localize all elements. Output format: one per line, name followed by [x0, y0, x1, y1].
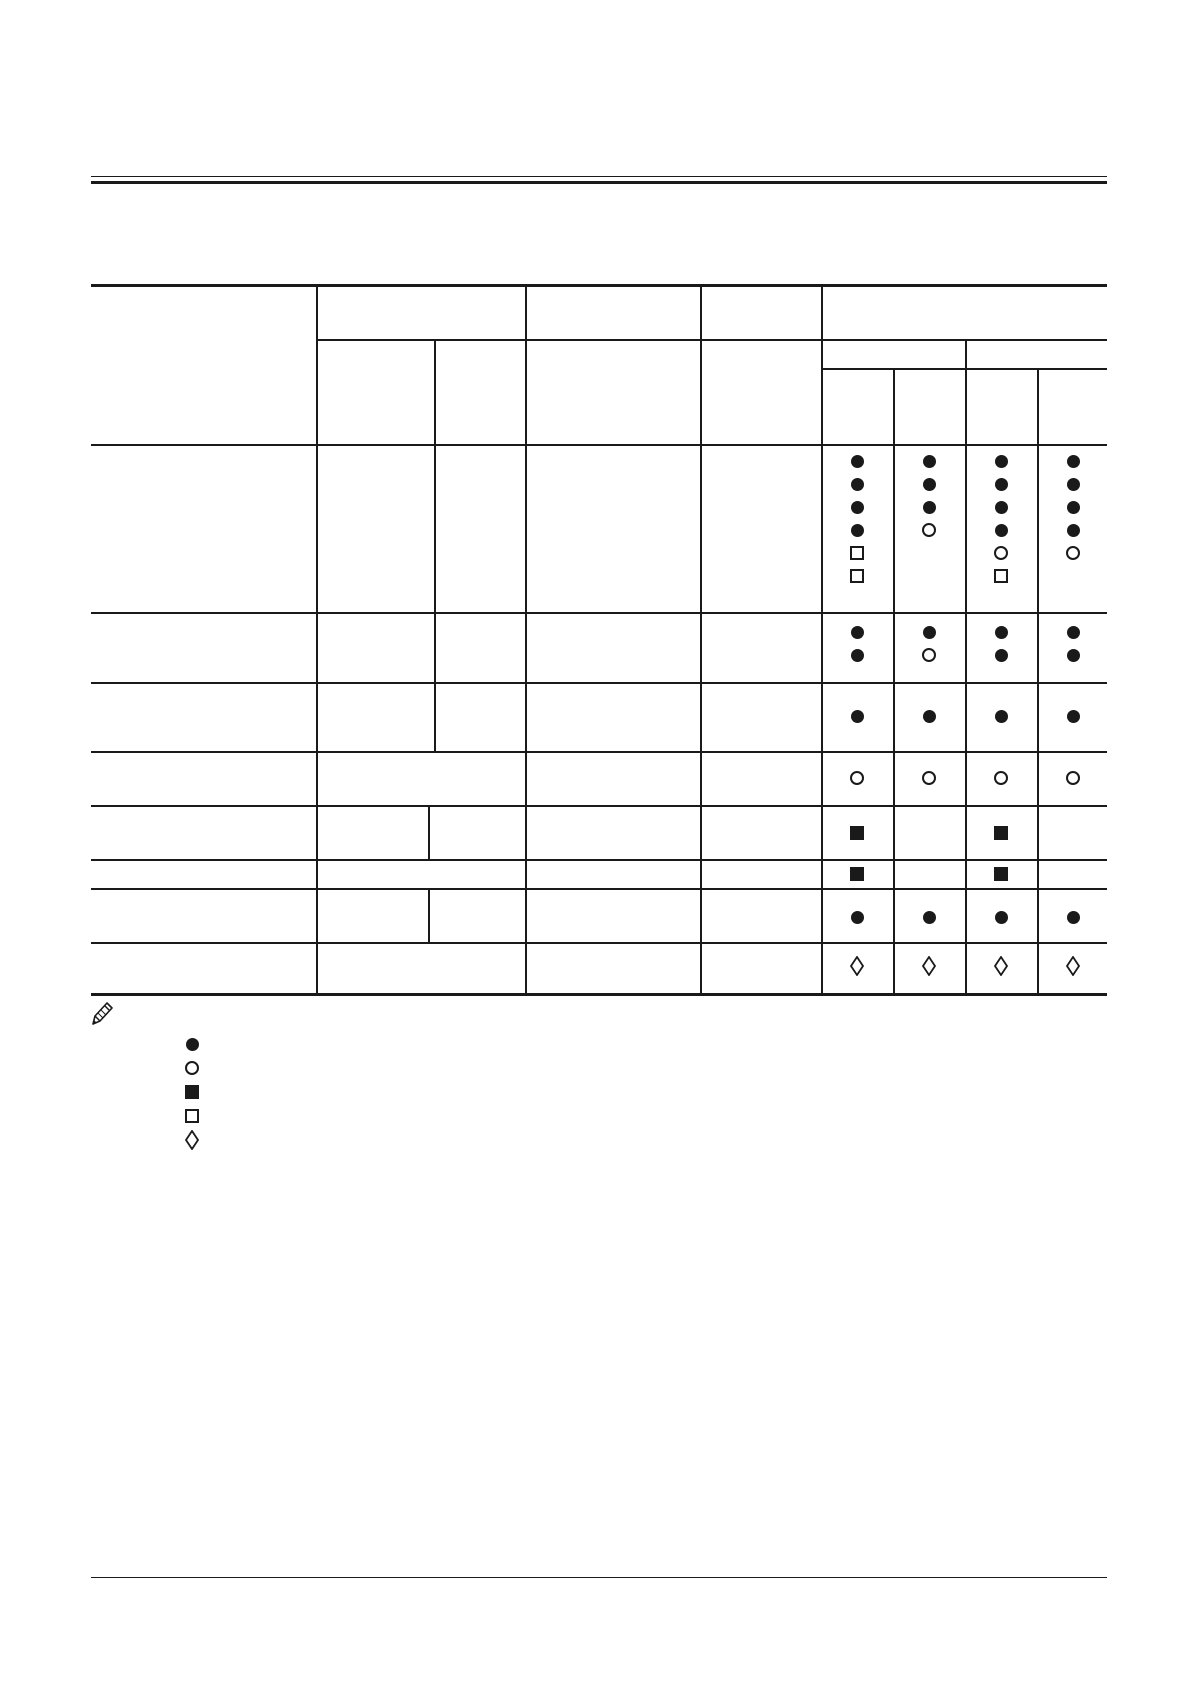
col-divider-3	[525, 284, 527, 995]
filled-circle-icon	[923, 710, 936, 723]
col-divider-2b	[428, 805, 430, 859]
filled-circle-icon	[923, 455, 936, 468]
filled-circle-icon	[995, 911, 1008, 924]
filled-circle-icon	[186, 1038, 199, 1051]
open-circle-icon	[1066, 771, 1080, 785]
row-divider-5	[91, 859, 1107, 861]
sym-col-divider-2	[965, 339, 967, 995]
filled-circle-icon	[995, 478, 1008, 491]
filled-circle-icon	[851, 501, 864, 514]
filled-circle-icon	[995, 649, 1008, 662]
open-circle-icon	[922, 523, 936, 537]
footer-rule	[91, 1577, 1107, 1578]
col-divider-5	[821, 284, 823, 995]
diamond-icon	[185, 1130, 199, 1150]
header-bottom-border	[91, 444, 1107, 446]
open-circle-icon	[922, 771, 936, 785]
filled-circle-icon	[1067, 455, 1080, 468]
open-circle-icon	[850, 771, 864, 785]
filled-square-icon	[185, 1085, 199, 1099]
symbol-legend	[185, 1032, 585, 1152]
open-circle-icon	[994, 771, 1008, 785]
table-top-border	[91, 284, 1107, 287]
filled-circle-icon	[1067, 911, 1080, 924]
table-bottom-border	[91, 993, 1107, 996]
diamond-icon	[850, 956, 864, 976]
filled-circle-icon	[923, 501, 936, 514]
legend-item	[185, 1032, 585, 1056]
filled-circle-icon	[851, 710, 864, 723]
open-circle-icon	[994, 546, 1008, 560]
row-divider-1	[91, 612, 1107, 614]
open-square-icon	[850, 569, 864, 583]
open-square-icon	[850, 546, 864, 560]
filled-circle-icon	[923, 911, 936, 924]
filled-circle-icon	[923, 478, 936, 491]
filled-square-icon	[850, 867, 864, 881]
filled-circle-icon	[1067, 524, 1080, 537]
header-rule-thick	[91, 181, 1107, 184]
row-divider-4	[91, 805, 1107, 807]
diamond-icon	[994, 956, 1008, 976]
col-divider-1	[316, 284, 318, 995]
header-rule-thin	[91, 176, 1107, 177]
filled-square-icon	[850, 826, 864, 840]
filled-circle-icon	[1067, 649, 1080, 662]
row-divider-2	[91, 682, 1107, 684]
open-circle-icon	[922, 648, 936, 662]
filled-circle-icon	[851, 455, 864, 468]
legend-item	[185, 1128, 585, 1152]
pencil-note-icon	[90, 1001, 114, 1027]
row-divider-7	[91, 942, 1107, 944]
filled-circle-icon	[851, 524, 864, 537]
sym-col-divider-3	[1037, 368, 1039, 995]
open-circle-icon	[185, 1061, 199, 1075]
filled-circle-icon	[851, 649, 864, 662]
compatibility-matrix	[91, 284, 1107, 995]
filled-circle-icon	[995, 626, 1008, 639]
filled-circle-icon	[995, 710, 1008, 723]
filled-circle-icon	[1067, 626, 1080, 639]
col-divider-4	[700, 284, 702, 995]
row-divider-6	[91, 888, 1107, 890]
legend-item	[185, 1056, 585, 1080]
filled-circle-icon	[1067, 478, 1080, 491]
col-divider-2c	[428, 888, 430, 942]
filled-circle-icon	[851, 911, 864, 924]
filled-circle-icon	[995, 501, 1008, 514]
col-divider-2a	[434, 339, 436, 752]
open-square-icon	[994, 569, 1008, 583]
sym-col-divider-1	[893, 368, 895, 995]
open-circle-icon	[1066, 546, 1080, 560]
filled-circle-icon	[995, 455, 1008, 468]
diamond-icon	[922, 956, 936, 976]
open-square-icon	[185, 1109, 199, 1123]
row-divider-3	[91, 751, 1107, 753]
filled-square-icon	[994, 826, 1008, 840]
filled-circle-icon	[1067, 710, 1080, 723]
filled-square-icon	[994, 867, 1008, 881]
filled-circle-icon	[995, 524, 1008, 537]
legend-item	[185, 1080, 585, 1104]
filled-circle-icon	[923, 626, 936, 639]
filled-circle-icon	[851, 478, 864, 491]
diamond-icon	[1066, 956, 1080, 976]
filled-circle-icon	[851, 626, 864, 639]
legend-item	[185, 1104, 585, 1128]
filled-circle-icon	[1067, 501, 1080, 514]
